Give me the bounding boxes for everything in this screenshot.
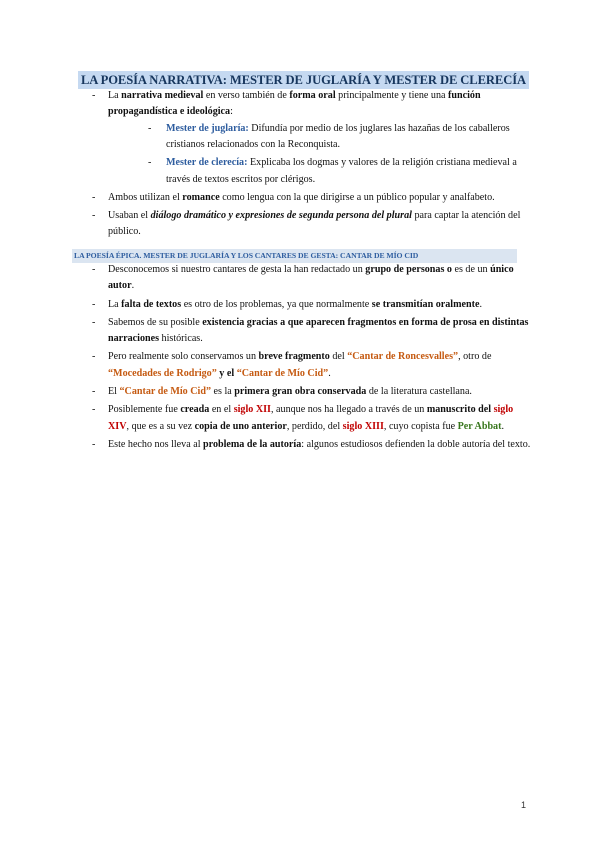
text-run: Pero realmente solo conservamos un	[108, 351, 259, 363]
text-run: , aunque nos ha llegado a través de un	[271, 404, 427, 416]
text-run: , que es a su vez	[126, 420, 195, 432]
copyist-name: Per Abbat	[457, 420, 502, 432]
term-label: Mester de juglaría:	[166, 122, 249, 134]
list-item	[92, 297, 532, 313]
text-run: , cuyo copista fue	[383, 420, 458, 432]
epic-list	[92, 262, 532, 455]
list-item	[92, 208, 532, 241]
narrative-list	[92, 88, 532, 243]
text-run: : algunos estudiosos defienden la doble autoría del texto.	[301, 438, 531, 450]
text-run: Sabemos de su posible	[108, 316, 203, 328]
text-run: .	[131, 280, 135, 292]
text-run: es de un	[451, 264, 491, 275]
page-number: 1	[521, 800, 527, 810]
text-run: :	[230, 106, 233, 118]
keyword: problema de la autoría	[203, 438, 302, 450]
list-item	[92, 190, 532, 206]
keyword: único autor	[108, 264, 514, 292]
text-run: en verso también de	[203, 90, 290, 101]
text-run: es otro de los problemas, ya que normalmente	[181, 298, 372, 310]
work-title: “Mocedades de Rodrigo”	[108, 367, 217, 379]
text-run: Posiblemente fue	[108, 404, 181, 416]
text-run: Desconocemos si nuestro cantares de gesta la han redactado un	[108, 264, 366, 275]
text-run: de la literatura castellana.	[366, 386, 472, 398]
text-run: en el	[209, 404, 234, 416]
mester-sublist	[108, 121, 532, 188]
sublist-item-clerecia	[148, 155, 532, 188]
keyword: narrativa medieval	[121, 90, 204, 101]
keyword: diálogo dramático y expresiones de segunda persona del plural	[150, 209, 412, 221]
list-item	[92, 437, 532, 453]
text-run: Usaban el	[108, 209, 151, 221]
list-item	[92, 262, 532, 295]
text-run: como lengua con la que dirigirse a un público popular y analfabeto.	[219, 191, 495, 203]
keyword: se transmitían oralmente	[371, 298, 480, 310]
text-run: .	[479, 298, 482, 310]
text-run: para captar la atención del público.	[108, 209, 521, 238]
text-run: , otro de	[458, 351, 492, 363]
text-run: principalmente y tiene una	[335, 90, 449, 101]
keyword: grupo de personas o	[365, 264, 452, 275]
main-title: LA POESÍA NARRATIVA: MESTER DE JUGLARÍA Y MESTER DE CLERECÍA	[78, 71, 529, 89]
century: siglo XII	[233, 404, 271, 416]
keyword: manuscrito del	[426, 404, 494, 416]
keyword: primera gran obra conservada	[234, 386, 367, 398]
work-title: “Cantar de Mío Cid”	[119, 386, 211, 398]
text-run: .	[501, 420, 504, 432]
century: siglo XIII	[342, 420, 384, 432]
text-run: , perdido, del	[286, 420, 343, 432]
keyword: romance	[182, 191, 220, 203]
term-definition: Difundía por medio de los juglares las hazañas de los caballeros cristianos relacionados con la Reconquista.	[166, 122, 510, 151]
list-item	[92, 349, 532, 382]
work-title: “Cantar de Roncesvalles”	[347, 351, 459, 363]
text-run: .	[328, 367, 331, 379]
term-label: Mester de clerecía:	[166, 157, 248, 169]
section-subtitle: LA POESÍA ÉPICA. MESTER DE JUGLARÍA Y LOS CANTARES DE GESTA: CANTAR DE MÍO CID	[72, 249, 517, 263]
text-run: históricas.	[159, 333, 203, 345]
keyword: copia de uno anterior	[194, 420, 287, 432]
keyword: breve fragmento	[258, 351, 330, 363]
text-run: del	[329, 351, 348, 363]
keyword: forma oral	[289, 90, 336, 101]
century: siglo XIV	[108, 404, 514, 432]
text-run: Ambos utilizan el	[108, 191, 183, 203]
term-definition: Explicaba los dogmas y valores de la religión cristiana medieval a través de textos escritos por clérigos.	[166, 157, 517, 185]
text-run: La	[108, 298, 122, 310]
text-run: es la	[211, 386, 235, 398]
text-run: La	[108, 90, 122, 101]
list-item	[92, 88, 532, 188]
list-item	[92, 384, 532, 400]
work-title: “Cantar de Mío Cid”	[236, 367, 329, 379]
keyword: función propagandística e ideológica	[108, 90, 481, 118]
list-item	[92, 315, 532, 348]
list-item	[92, 402, 532, 435]
text-run: Este hecho nos lleva al	[108, 438, 204, 450]
keyword: existencia gracias a que aparecen fragmentos en forma de prosa en distintas narraciones	[108, 316, 529, 345]
keyword: falta de textos	[121, 298, 182, 310]
text-run: El	[108, 386, 120, 398]
sublist-item-juglaria	[148, 121, 532, 154]
keyword: creada	[180, 404, 210, 416]
text-run: y el	[216, 367, 237, 379]
